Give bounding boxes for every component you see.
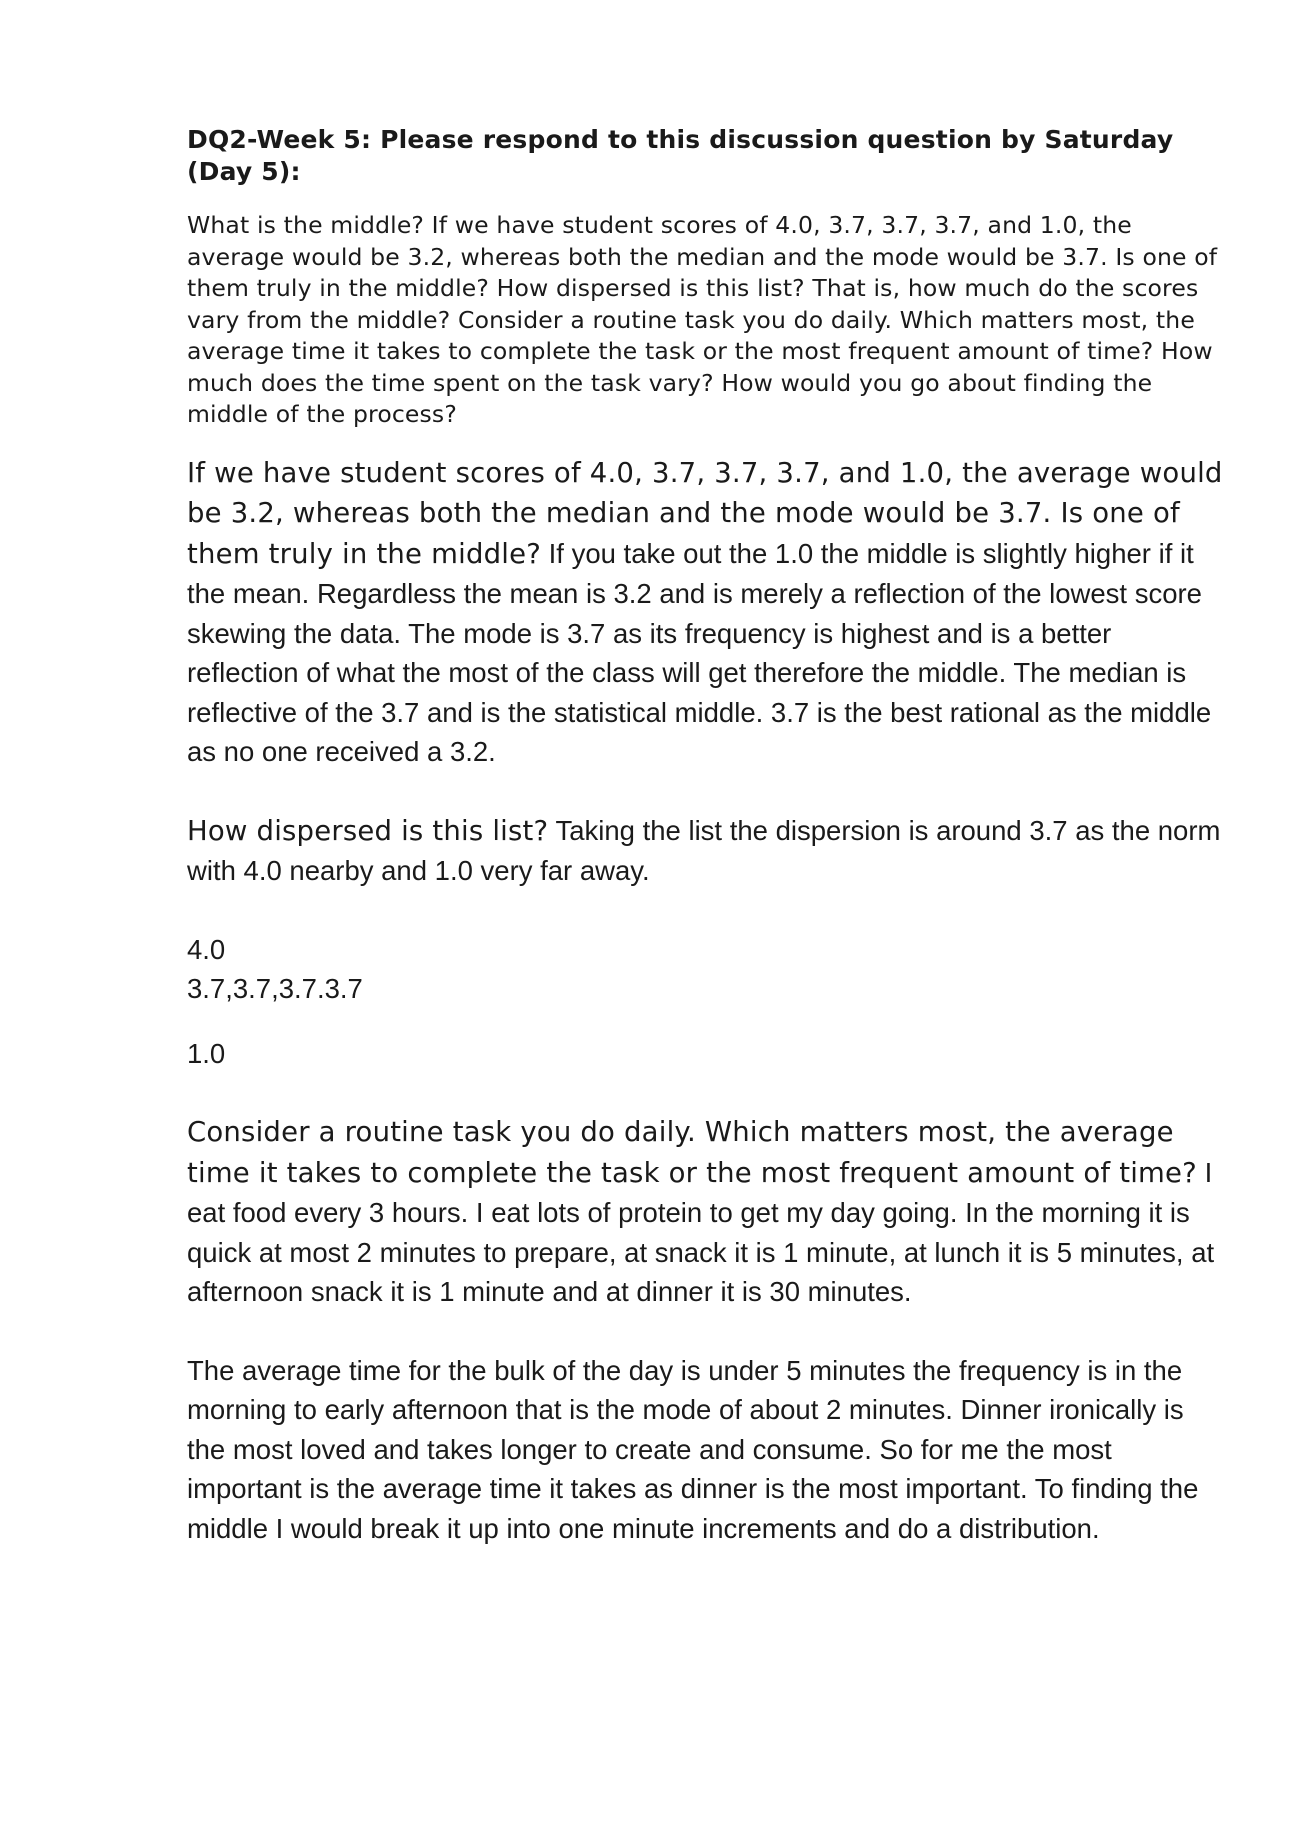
score-list [187, 930, 1227, 1074]
document-page [187, 124, 1227, 1548]
response-middle: If you take out the 1.0 the middle is slightly higher if it the mean. Regardless the mean is 3.2 and is merely a reflection of the lowest score skewing the data. The mode is 3.7 as its frequency is highest and is a better reflection of what the most of the class will get therefore the middle. The median is reflective of the 3.7 and is the statistical middle. 3.7 is the best rational as the middle as no one received a 3.2. [187, 537, 1212, 767]
response-dispersion: Taking the list the dispersion is around 3.7 as the norm with 4.0 nearby and 1.0 very far away. [187, 814, 1221, 886]
paragraph-spacer [187, 1009, 1227, 1034]
quoted-question-routine-task: Consider a routine task you do daily. Which matters most, the average time it takes to complete the task or the most frequent amount of time? [187, 1116, 1197, 1189]
paragraph-spacer [187, 1312, 1227, 1351]
answer-paragraph-conclusion: The average time for the bulk of the day is under 5 minutes the frequency is in the morning to early afternoon that is the mode of about 2 minutes. Dinner ironically is the most loved and takes longer to create and consume. So for me the most important is the average time it takes as dinner is the most important. To finding the middle I would break it up into one minute increments and do a distribution. [187, 1354, 1199, 1544]
paragraph-spacer [187, 1073, 1227, 1112]
document-title: DQ2-Week 5: Please respond to this discussion question by Saturday (Day 5): [187, 125, 1174, 186]
paragraph-spacer [187, 772, 1227, 811]
score-list-line-bottom: 1.0 [187, 1037, 226, 1069]
answer-paragraph-routine-task [187, 1112, 1227, 1312]
score-list-line-middle: 3.7,3.7,3.7.3.7 [187, 973, 363, 1004]
quoted-question-middle: If we have student scores of 4.0, 3.7, 3.7, 3.7, and 1.0, the average would be 3.2, whereas both the median and the mode would be 3.7. Is one of them truly in the middle? [187, 456, 1223, 570]
answer-paragraph-dispersion [187, 811, 1227, 891]
score-list-line-top: 4.0 [187, 933, 226, 965]
response-routine-task: I eat food every 3 hours. I eat lots of protein to get my day going. In the morning it is quick at most 2 minutes to prepare, at snack it is 1 minute, at lunch it is 5 minutes, at afternoon snack it is 1 minute and at dinner it is 30 minutes. [187, 1156, 1215, 1307]
paragraph-spacer [187, 891, 1227, 930]
answer-paragraph-middle [187, 453, 1227, 772]
quoted-question-dispersion: How dispersed is this list? [187, 814, 549, 847]
discussion-prompt: What is the middle? If we have student scores of 4.0, 3.7, 3.7, 3.7, and 1.0, the average would be 3.2, whereas both the median and the mode would be 3.7. Is one of them truly in the middle? How dispersed is this list? That is, how much do the scores vary from the middle? Consider a routine task you do daily. Which matters most, the average time it takes to complete the task or the most frequent amount of time? How much does the time spent on the task vary? How would you go about finding the middle of the process? [187, 211, 1218, 428]
